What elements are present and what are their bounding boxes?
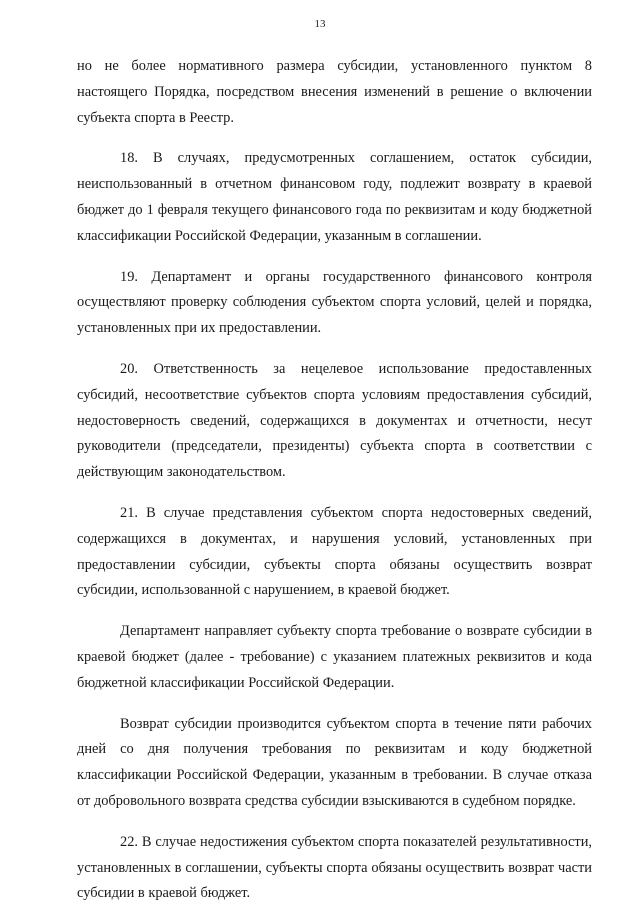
paragraph-21-demand: Департамент направляет субъекту спорта требование о возврате субсидии в краевой бюджет (далее - требование) с указанием платежных реквизитов и кода бюджетной классификации Российской Федерации. (77, 623, 592, 691)
paragraph-continuation: но не более нормативного размера субсидии, установленного пунктом 8 настоящего Порядка, посредством внесения изменений в решение о включении субъекта спорта в Реестр. (77, 58, 592, 126)
paragraph-18: 18. В случаях, предусмотренных соглашением, остаток субсидии, неиспользованный в отчетном финансовом году, подлежит возврату в краевой бюджет до 1 февраля текущего финансового года по реквизитам и коду бюджетной классификации Российской Федерации, указанным в соглашении. (77, 150, 592, 244)
paragraph-19: 19. Департамент и органы государственного финансового контроля осуществляют проверку соблюдения субъектом спорта условий, целей и порядка, установленных при их предоставлении. (77, 268, 592, 337)
paragraph-21-return: Возврат субсидии производится субъектом спорта в течение пяти рабочих дней со дня получения требования по реквизитам и коду бюджетной классификации Российской Федерации, указанным в требовании. В случае отказа от добровольного возврата средства субсидии взыскиваются в судебном порядке. (77, 715, 592, 809)
paragraph-20: 20. Ответственность за нецелевое использование предоставленных субсидий, несоответствие субъектов спорта условиям предоставления субсидий, недостоверность сведений, содержащихся в документах и отчетности, несут руководители (председатели, президенты) субъекта спорта в соответствии с действующим законодательством. (77, 360, 592, 481)
document-body (77, 54, 592, 907)
paragraph-22: 22. В случае недостижения субъектом спорта показателей результативности, установленных в соглашении, субъекты спорта обязаны осуществить возврат части субсидии в краевой бюджет. (77, 833, 592, 902)
paragraph-21: 21. В случае представления субъектом спорта недостоверных сведений, содержащихся в документах, и нарушения условий, установленных при предоставлении субсидии, субъекты спорта обязаны осуществить возврат субсидии, использованной с нарушением, в краевой бюджет. (77, 504, 592, 599)
page-number: 13 (314, 18, 326, 30)
